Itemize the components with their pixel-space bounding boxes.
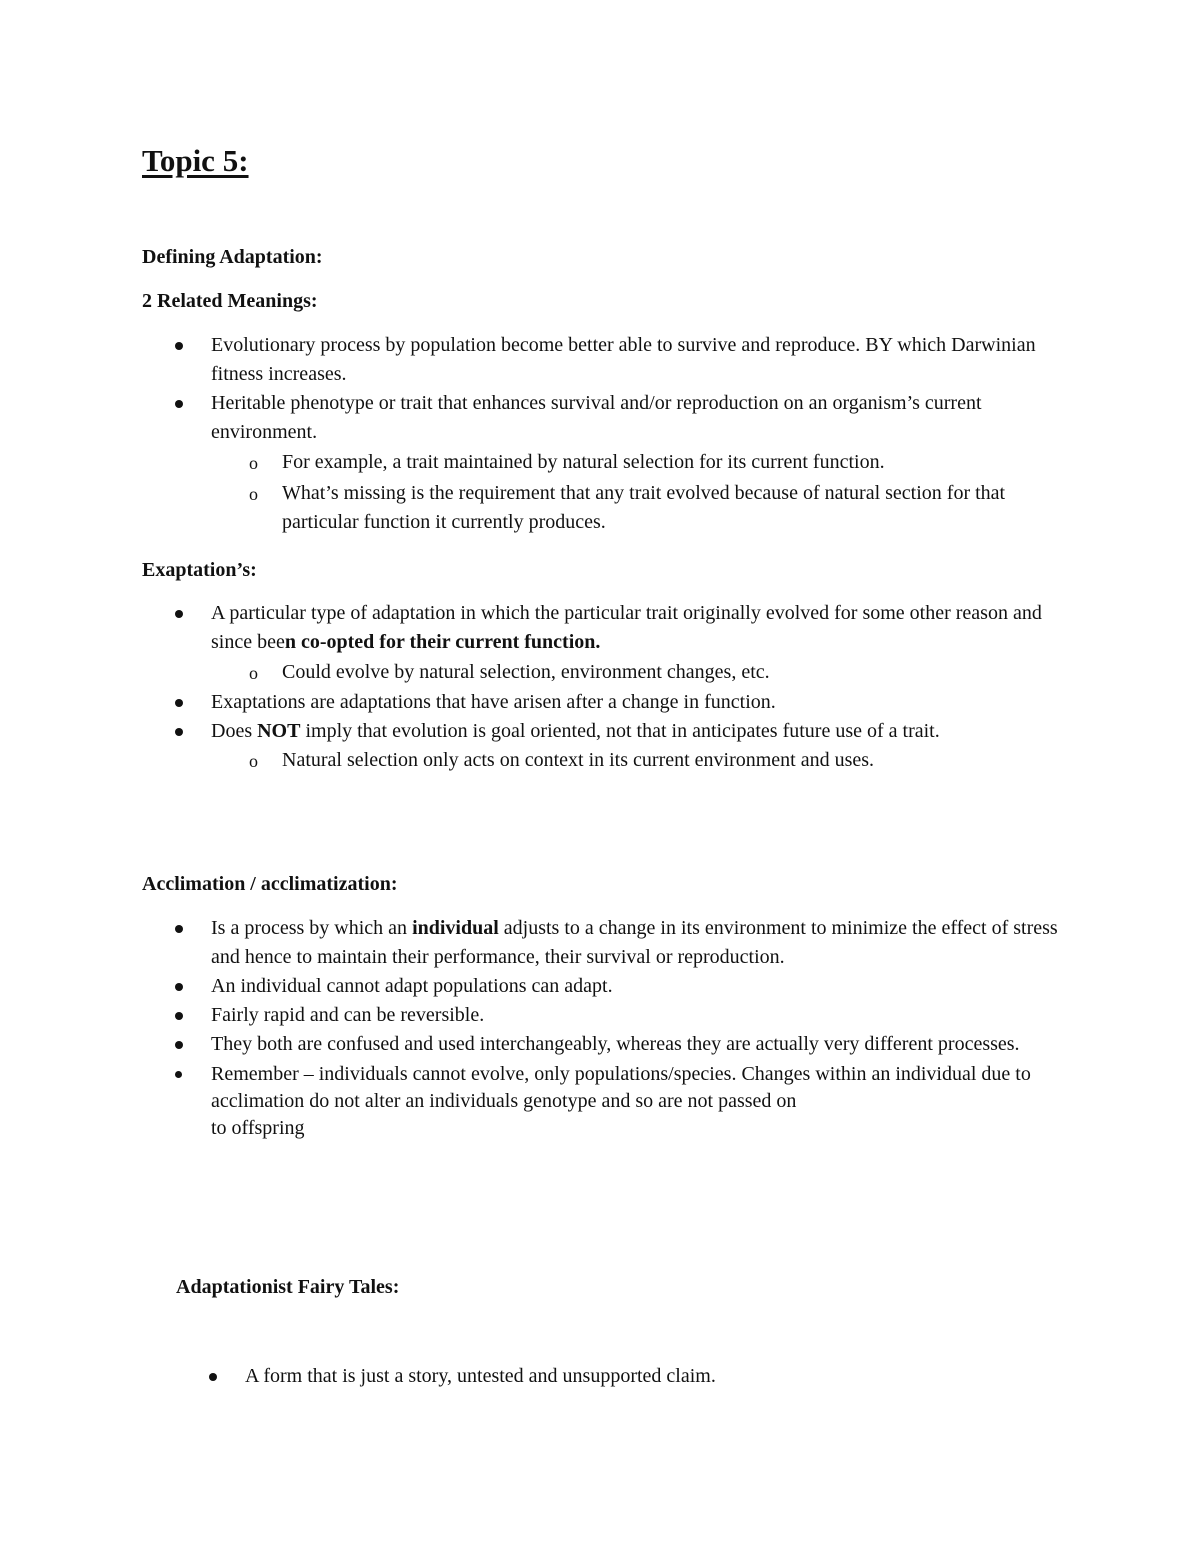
acclimation-list (142, 914, 1082, 1142)
sub-list-item (142, 746, 1082, 775)
list-item (176, 1362, 1076, 1391)
list-item-text: Fairly rapid and can be reversible. (211, 1004, 485, 1026)
list-item (142, 688, 1082, 717)
list-item (142, 1001, 1082, 1030)
list-item-text: Heritable phenotype or trait that enhances survival and/or reproduction on an organism’s current environment. (211, 392, 982, 443)
list-item (142, 972, 1082, 1001)
circle-bullet-icon: o (249, 453, 258, 473)
sub-list-item-text: For example, a trait maintained by natural selection for its current function. (282, 451, 885, 473)
bullet-icon (175, 342, 183, 350)
list-item-text: adjusts to a change in its environment to minimize the effect of stress and hence to maintain their performance, their survival or reproduction. (211, 917, 1058, 968)
exaptation-list (142, 599, 1082, 775)
heading-adaptationist-fairy-tales: Adaptationist Fairy Tales: (176, 1276, 400, 1298)
heading-acclimation: Acclimation / acclimatization: (142, 873, 398, 895)
fairy-tales-list (176, 1362, 1076, 1391)
sub-list-item (142, 658, 1082, 687)
meanings-list (142, 331, 1082, 537)
sub-list-item (142, 448, 1082, 477)
list-item-text: Is a process by which an (211, 917, 413, 939)
bullet-icon (175, 983, 183, 991)
bullet-icon (175, 925, 183, 933)
circle-bullet-icon: o (249, 751, 258, 771)
list-item-text: imply that evolution is goal oriented, not that in anticipates future use of a trait. (300, 720, 940, 742)
list-item-text: Evolutionary process by population become better able to survive and reproduce. BY which Darwinian fitness increases. (211, 334, 1036, 385)
list-item-text: An individual cannot adapt populations can adapt. (211, 975, 613, 997)
list-item-text: They both are confused and used interchangeably, whereas they are actually very different processes. (211, 1033, 1020, 1055)
list-item (142, 389, 1082, 447)
list-item (142, 1061, 1082, 1142)
circle-bullet-icon: o (249, 484, 258, 504)
list-item-text: to offspring (211, 1117, 305, 1139)
list-item (142, 599, 1082, 657)
heading-related-meanings: 2 Related Meanings: (142, 290, 318, 312)
list-item-bold-text: individual (412, 917, 499, 939)
list-item (142, 331, 1082, 389)
bullet-icon (175, 610, 183, 618)
list-item (142, 1030, 1082, 1059)
page-title: Topic 5: (142, 143, 249, 178)
bullet-icon (209, 1373, 217, 1381)
bullet-icon (175, 699, 183, 707)
list-item-text: Remember – individuals cannot evolve, only populations/species. Changes within an individual due to acclimation do not alter an individuals genotype and so are not passed on (211, 1063, 1031, 1112)
list-item-bold-text: n co-opted for their current function. (284, 631, 601, 653)
sub-list-item-text: Could evolve by natural selection, environment changes, etc. (282, 661, 770, 683)
list-item (142, 717, 1082, 746)
list-item-text: A form that is just a story, untested and unsupported claim. (245, 1365, 716, 1387)
bullet-icon (175, 1041, 183, 1049)
bullet-icon (175, 400, 183, 408)
circle-bullet-icon: o (249, 663, 258, 683)
list-item-bold-text: NOT (257, 720, 301, 742)
sub-list-item-text: What’s missing is the requirement that any trait evolved because of natural section for that particular function it currently produces. (282, 482, 1006, 533)
list-item-text: Exaptations are adaptations that have arisen after a change in function. (211, 691, 776, 713)
bullet-icon (175, 1071, 182, 1078)
sub-list-item (142, 479, 1082, 537)
bullet-icon (175, 1012, 183, 1020)
heading-defining-adaptation: Defining Adaptation: (142, 246, 323, 268)
sub-list-item-text: Natural selection only acts on context in its current environment and uses. (282, 749, 875, 771)
list-item-text: A particular type of adaptation in which the particular trait originally evolved for some other reason and since bee (211, 602, 1042, 653)
list-item (142, 914, 1082, 972)
list-item-text: Does (211, 720, 258, 742)
heading-exaptations: Exaptation’s: (142, 559, 257, 581)
bullet-icon (175, 728, 183, 736)
